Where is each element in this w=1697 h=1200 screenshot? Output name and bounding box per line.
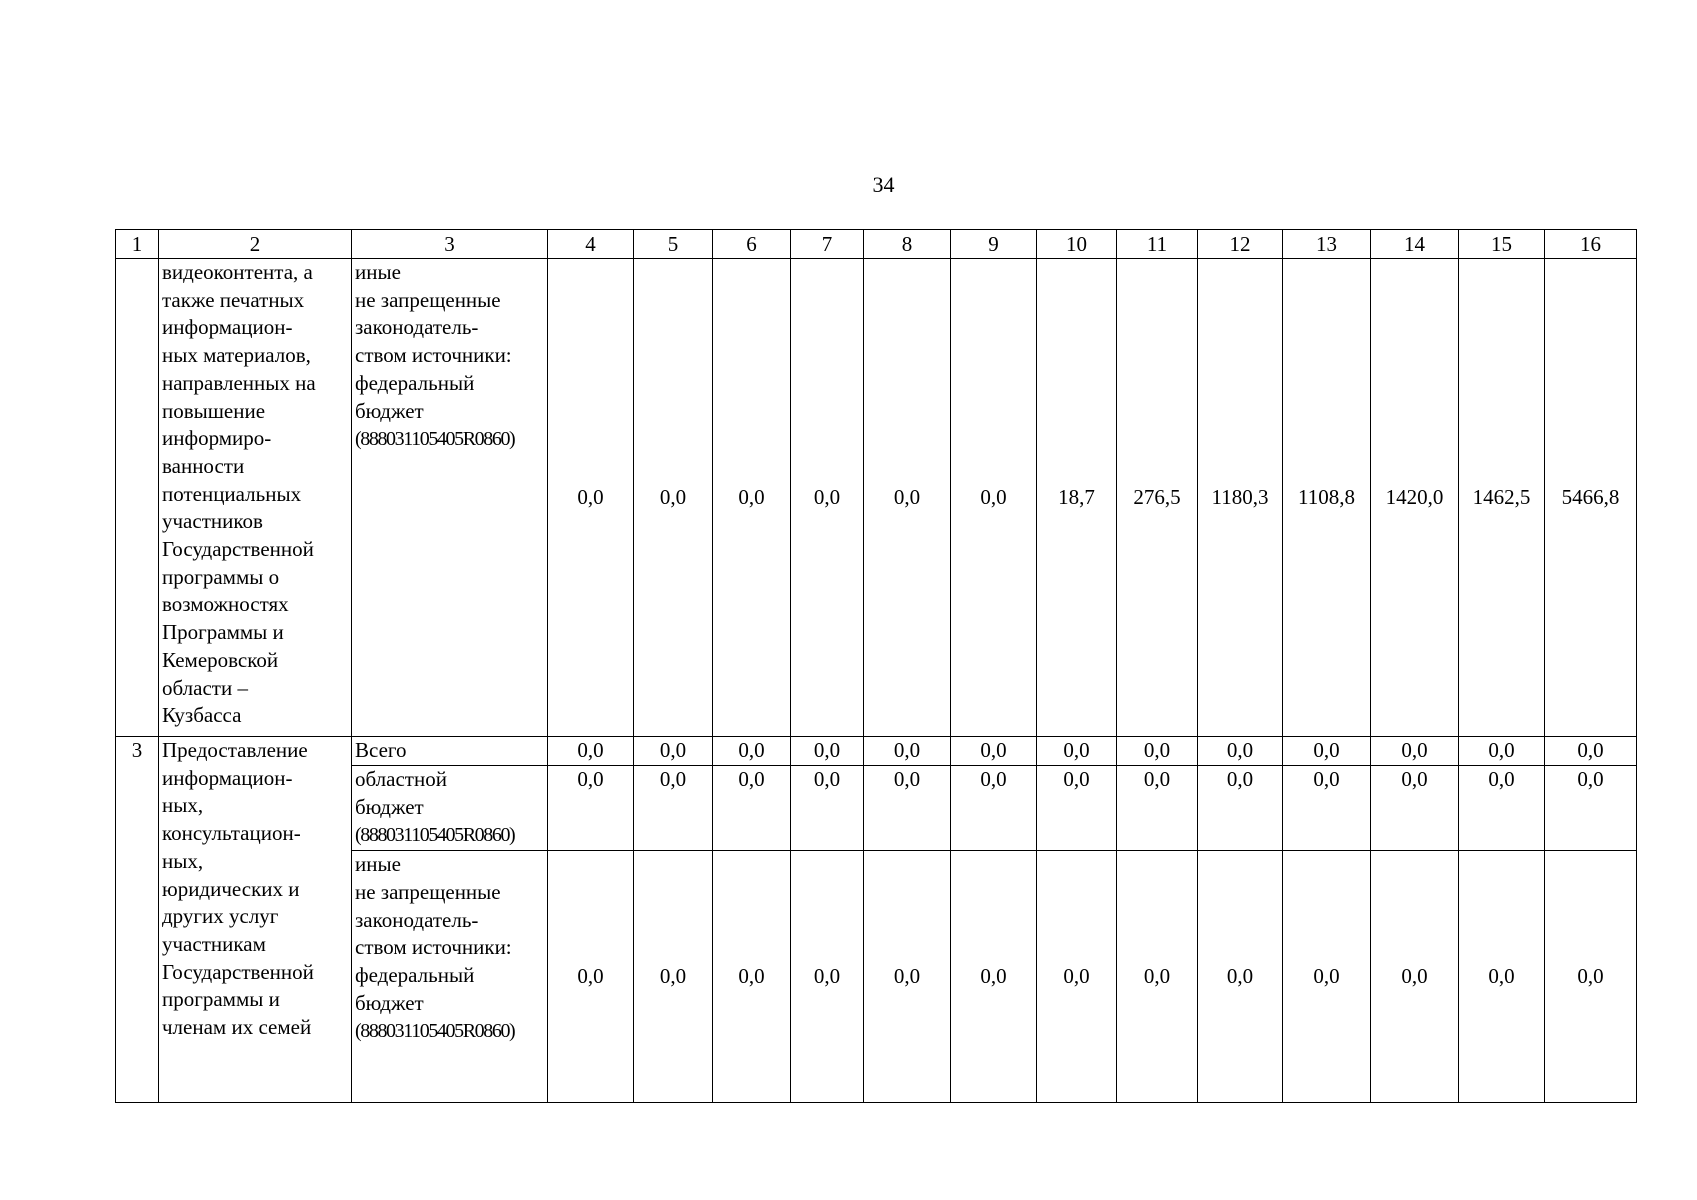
value-cell: 1462,5 — [1459, 259, 1545, 737]
value-cell: 0,0 — [791, 851, 864, 1103]
column-header: 12 — [1198, 230, 1283, 259]
budget-code: (888031105405R0860) — [355, 1020, 515, 1043]
value-cell: 0,0 — [1037, 737, 1117, 766]
value-cell: 0,0 — [713, 851, 791, 1103]
value-cell: 0,0 — [634, 851, 713, 1103]
value-cell: 0,0 — [548, 766, 634, 851]
table-header-row — [116, 230, 1637, 259]
column-header: 1 — [116, 230, 159, 259]
column-header: 10 — [1037, 230, 1117, 259]
value-cell: 0,0 — [951, 851, 1037, 1103]
funding-source-text: иные не запрещенные законодатель- ством источники: федеральный бюджет — [355, 260, 512, 423]
funding-source-cell — [352, 766, 548, 851]
value-cell: 276,5 — [1117, 259, 1198, 737]
budget-code: (888031105405R0860) — [355, 428, 515, 451]
table-row — [116, 259, 1637, 737]
value-cell: 0,0 — [1371, 737, 1459, 766]
value-cell: 0,0 — [951, 259, 1037, 737]
column-header: 9 — [951, 230, 1037, 259]
value-cell: 18,7 — [1037, 259, 1117, 737]
funding-source-cell — [352, 259, 548, 737]
value-cell: 0,0 — [548, 259, 634, 737]
value-cell: 0,0 — [864, 766, 951, 851]
value-cell: 0,0 — [1283, 766, 1371, 851]
row-index-cell — [116, 259, 159, 737]
value-cell: 0,0 — [1371, 766, 1459, 851]
value-cell: 0,0 — [713, 259, 791, 737]
table-row — [116, 737, 1637, 766]
column-header: 4 — [548, 230, 634, 259]
column-header: 14 — [1371, 230, 1459, 259]
column-header: 16 — [1545, 230, 1637, 259]
value-cell: 0,0 — [1283, 851, 1371, 1103]
column-header: 11 — [1117, 230, 1198, 259]
value-cell: 0,0 — [951, 766, 1037, 851]
column-header: 2 — [159, 230, 352, 259]
value-cell: 0,0 — [1459, 737, 1545, 766]
budget-code: (888031105405R0860) — [355, 824, 515, 847]
value-cell: 0,0 — [791, 737, 864, 766]
value-cell: 0,0 — [864, 259, 951, 737]
value-cell: 0,0 — [864, 851, 951, 1103]
value-cell: 0,0 — [1371, 851, 1459, 1103]
value-cell: 0,0 — [1037, 851, 1117, 1103]
value-cell: 1108,8 — [1283, 259, 1371, 737]
value-cell: 0,0 — [1037, 766, 1117, 851]
value-cell: 0,0 — [1283, 737, 1371, 766]
value-cell: 0,0 — [1545, 737, 1637, 766]
value-cell: 0,0 — [634, 766, 713, 851]
funding-source-cell: Всего — [352, 737, 548, 766]
value-cell: 0,0 — [1117, 851, 1198, 1103]
value-cell: 0,0 — [1117, 737, 1198, 766]
page-number: 34 — [872, 172, 895, 197]
value-cell: 0,0 — [634, 259, 713, 737]
row-description-cell: видеоконтента, а также печатных информацион- ных материалов, направленных на повышение информиро- ванности потенциальных участников Государственной программы о возможностях Программы и Кемеровской области – Кузбасса — [159, 259, 352, 737]
value-cell: 0,0 — [1198, 766, 1283, 851]
column-header: 6 — [713, 230, 791, 259]
row-description-cell: Предоставление информацион- ных, консультацион- ных, юридических и других услуг участникам Государственной программы и членам их семей — [159, 737, 352, 1103]
column-header: 7 — [791, 230, 864, 259]
value-cell: 0,0 — [1198, 737, 1283, 766]
value-cell: 0,0 — [1459, 851, 1545, 1103]
value-cell: 0,0 — [713, 737, 791, 766]
value-cell: 1420,0 — [1371, 259, 1459, 737]
funding-source-text: иные не запрещенные законодатель- ством источники: федеральный бюджет — [355, 852, 512, 1015]
value-cell: 0,0 — [951, 737, 1037, 766]
value-cell: 0,0 — [713, 766, 791, 851]
value-cell: 0,0 — [791, 766, 864, 851]
value-cell: 0,0 — [1545, 766, 1637, 851]
value-cell: 0,0 — [1198, 851, 1283, 1103]
value-cell: 0,0 — [864, 737, 951, 766]
budget-table — [115, 229, 1637, 1103]
value-cell: 0,0 — [634, 737, 713, 766]
value-cell: 0,0 — [1545, 851, 1637, 1103]
column-header: 15 — [1459, 230, 1545, 259]
column-header: 3 — [352, 230, 548, 259]
funding-source-cell — [352, 851, 548, 1103]
value-cell: 0,0 — [1117, 766, 1198, 851]
row-index-cell: 3 — [116, 737, 159, 1103]
value-cell: 0,0 — [1459, 766, 1545, 851]
column-header: 13 — [1283, 230, 1371, 259]
value-cell: 0,0 — [791, 259, 864, 737]
value-cell: 0,0 — [548, 851, 634, 1103]
value-cell: 0,0 — [548, 737, 634, 766]
value-cell: 5466,8 — [1545, 259, 1637, 737]
column-header: 8 — [864, 230, 951, 259]
value-cell: 1180,3 — [1198, 259, 1283, 737]
column-header: 5 — [634, 230, 713, 259]
funding-source-text: областной бюджет — [355, 767, 447, 819]
